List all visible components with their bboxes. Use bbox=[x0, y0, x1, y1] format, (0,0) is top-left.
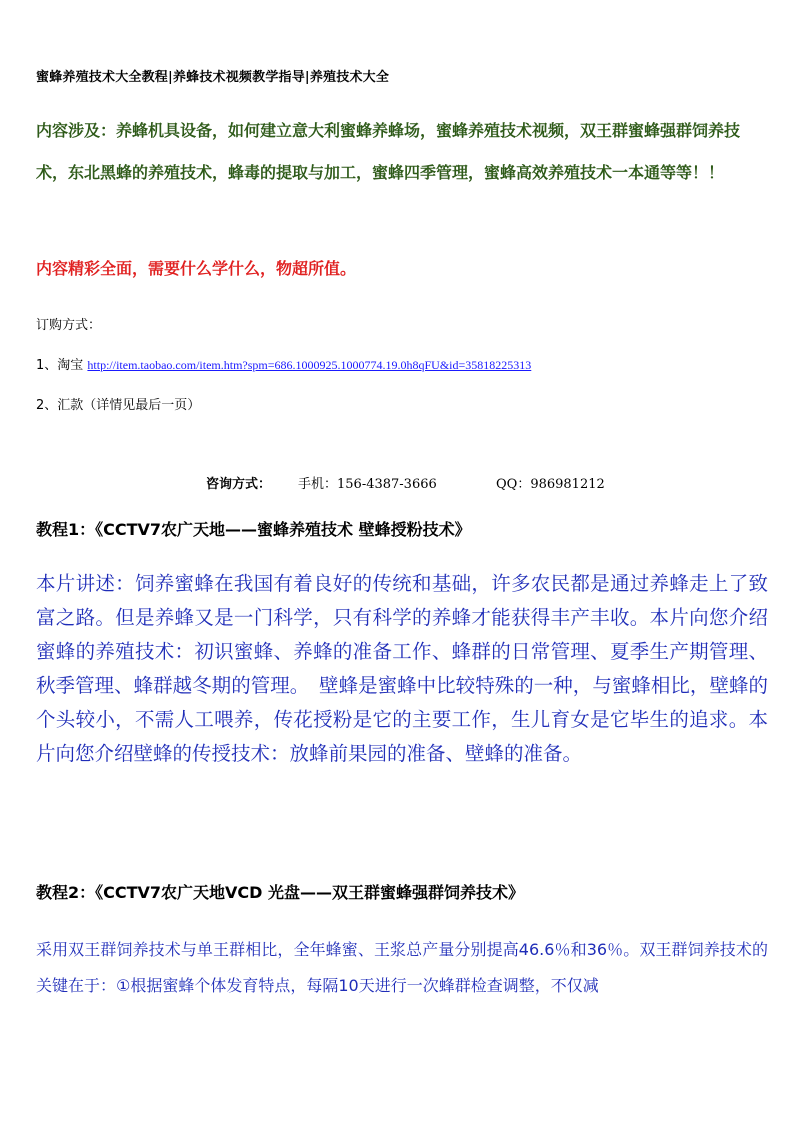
tutorial-2-heading: 教程2：《CCTV7农广天地VCD 光盘——双王群蜜蜂强群饲养技术》 bbox=[36, 883, 525, 902]
taobao-label: 1、淘宝 bbox=[36, 358, 84, 373]
taobao-link[interactable]: http://item.taobao.com/item.htm?spm=686.1000925.1000774.19.0h8qFU&id=35818225313 bbox=[87, 358, 532, 372]
tutorial-2-description: 采用双王群饲养技术与单王群相比，全年蜂蜜、王浆总产量分别提高46.6％和36％。双王群饲养技术的关键在于：①根据蜜蜂个体发育特点，每隔10天进行一次蜂群检查调整，不仅减 bbox=[36, 940, 768, 995]
tutorial-1-heading: 教程1：《CCTV7农广天地——蜜蜂养殖技术 壁蜂授粉技术》 bbox=[36, 520, 471, 539]
phone-number: 手机：156-4387-3666 bbox=[298, 477, 437, 492]
contact-line bbox=[206, 473, 766, 492]
document-title: 蜜蜂养殖技术大全教程|养蜂技术视频教学指导|养殖技术大全 bbox=[36, 70, 390, 85]
highlight-text: 内容精彩全面，需要什么学什么，物超所值。 bbox=[36, 259, 357, 278]
taobao-line bbox=[36, 354, 531, 373]
order-method-title: 订购方式： bbox=[36, 318, 102, 333]
transfer-line: 2、汇款（详情见最后一页） bbox=[36, 398, 201, 413]
qq-number: QQ：986981212 bbox=[496, 477, 605, 492]
contact-label: 咨询方式： bbox=[206, 477, 272, 492]
tutorial-1-description: 本片讲述：饲养蜜蜂在我国有着良好的传统和基础，许多农民都是通过养蜂走上了致富之路。但是养蜂又是一门科学，只有科学的养蜂才能获得丰产丰收。本片向您介绍蜜蜂的养殖技术：初识蜜蜂、养蜂的准备工作、蜂群的日常管理、夏季生产期管理、秋季管理、蜂群越冬期的管理。 壁蜂是蜜蜂中比较特殊的一种，与蜜蜂相比，壁蜂的个头较小，不需人工喂养，传花授粉是它的主要工作，生儿育女是它毕生的追求。本片向您介绍壁蜂的传授技术：放蜂前果园的准备、壁蜂的准备。 bbox=[36, 572, 768, 765]
intro-paragraph: 内容涉及：养蜂机具设备，如何建立意大利蜜蜂养蜂场，蜜蜂养殖技术视频，双王群蜜蜂强群饲养技术，东北黑蜂的养殖技术，蜂毒的提取与加工，蜜蜂四季管理，蜜蜂高效养殖技术一本通等等！！ bbox=[36, 121, 741, 182]
